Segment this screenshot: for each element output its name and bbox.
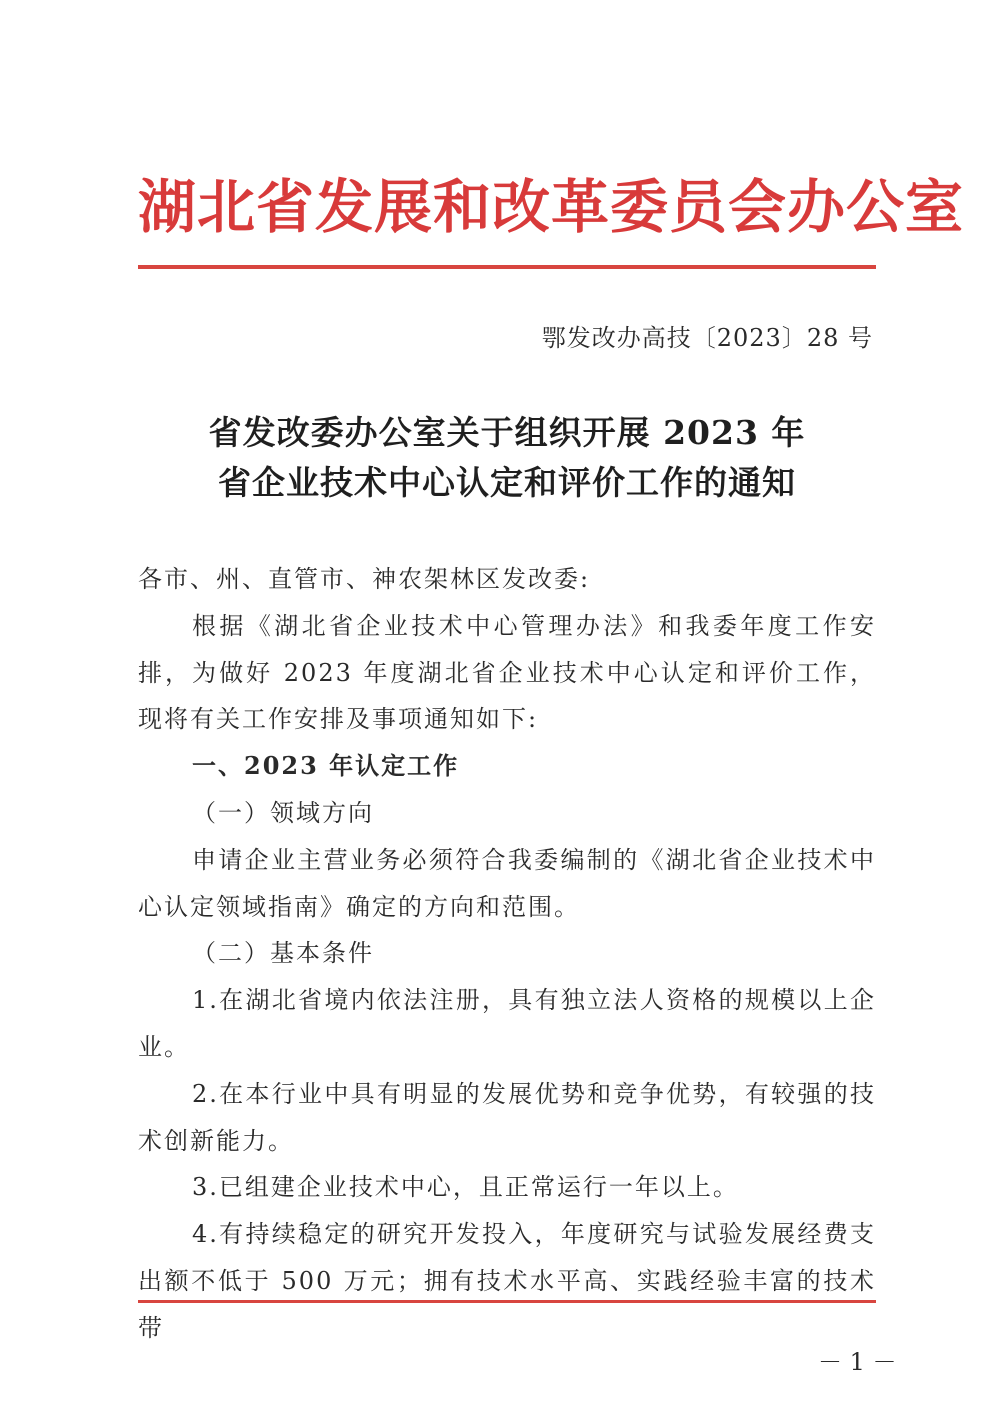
document-body — [138, 556, 876, 1352]
masthead-red-rule — [138, 265, 876, 269]
title-line-2: 省企业技术中心认定和评价工作的通知 — [218, 463, 796, 502]
salutation: 各市、州、直管市、神农架林区发改委: — [138, 565, 591, 593]
condition-item-3: 3.已组建企业技术中心，且正常运行一年以上。 — [192, 1173, 739, 1202]
document-title — [138, 408, 876, 508]
section-heading-1: 一、2023 年认定工作 — [192, 751, 460, 781]
subsection-1-text: 申请企业主营业务必须符合我委编制的《湖北省企业技术中心认定领域指南》确定的方向和范围。 — [138, 845, 876, 921]
page-number: － 1 － — [818, 1348, 897, 1376]
subsection-heading-2: （二）基本条件 — [192, 939, 374, 968]
condition-item-4: 4.有持续稳定的研究开发投入，年度研究与试验发展经费支出额不低于 500 万元；拥有技术水平高、实践经验丰富的技术带 — [138, 1220, 876, 1342]
subsection-heading-1: （一）领域方向 — [192, 798, 374, 827]
condition-item-1: 1.在湖北省境内依法注册，具有独立法人资格的规模以上企业。 — [138, 986, 876, 1061]
footer-red-rule — [138, 1300, 876, 1303]
issuer-masthead: 湖北省发展和改革委员会办公室 — [138, 173, 965, 241]
title-line-1: 省发改委办公室关于组织开展 2023 年 — [208, 413, 806, 452]
condition-item-2: 2.在本行业中具有明显的发展优势和竞争优势，有较强的技术创新能力。 — [138, 1079, 876, 1155]
intro-paragraph: 根据《湖北省企业技术中心管理办法》和我委年度工作安排，为做好 2023 年度湖北省企业技术中心认定和评价工作，现将有关工作安排及事项通知如下: — [138, 611, 876, 734]
document-number: 鄂发改办高技〔2023〕28 号 — [541, 324, 873, 352]
